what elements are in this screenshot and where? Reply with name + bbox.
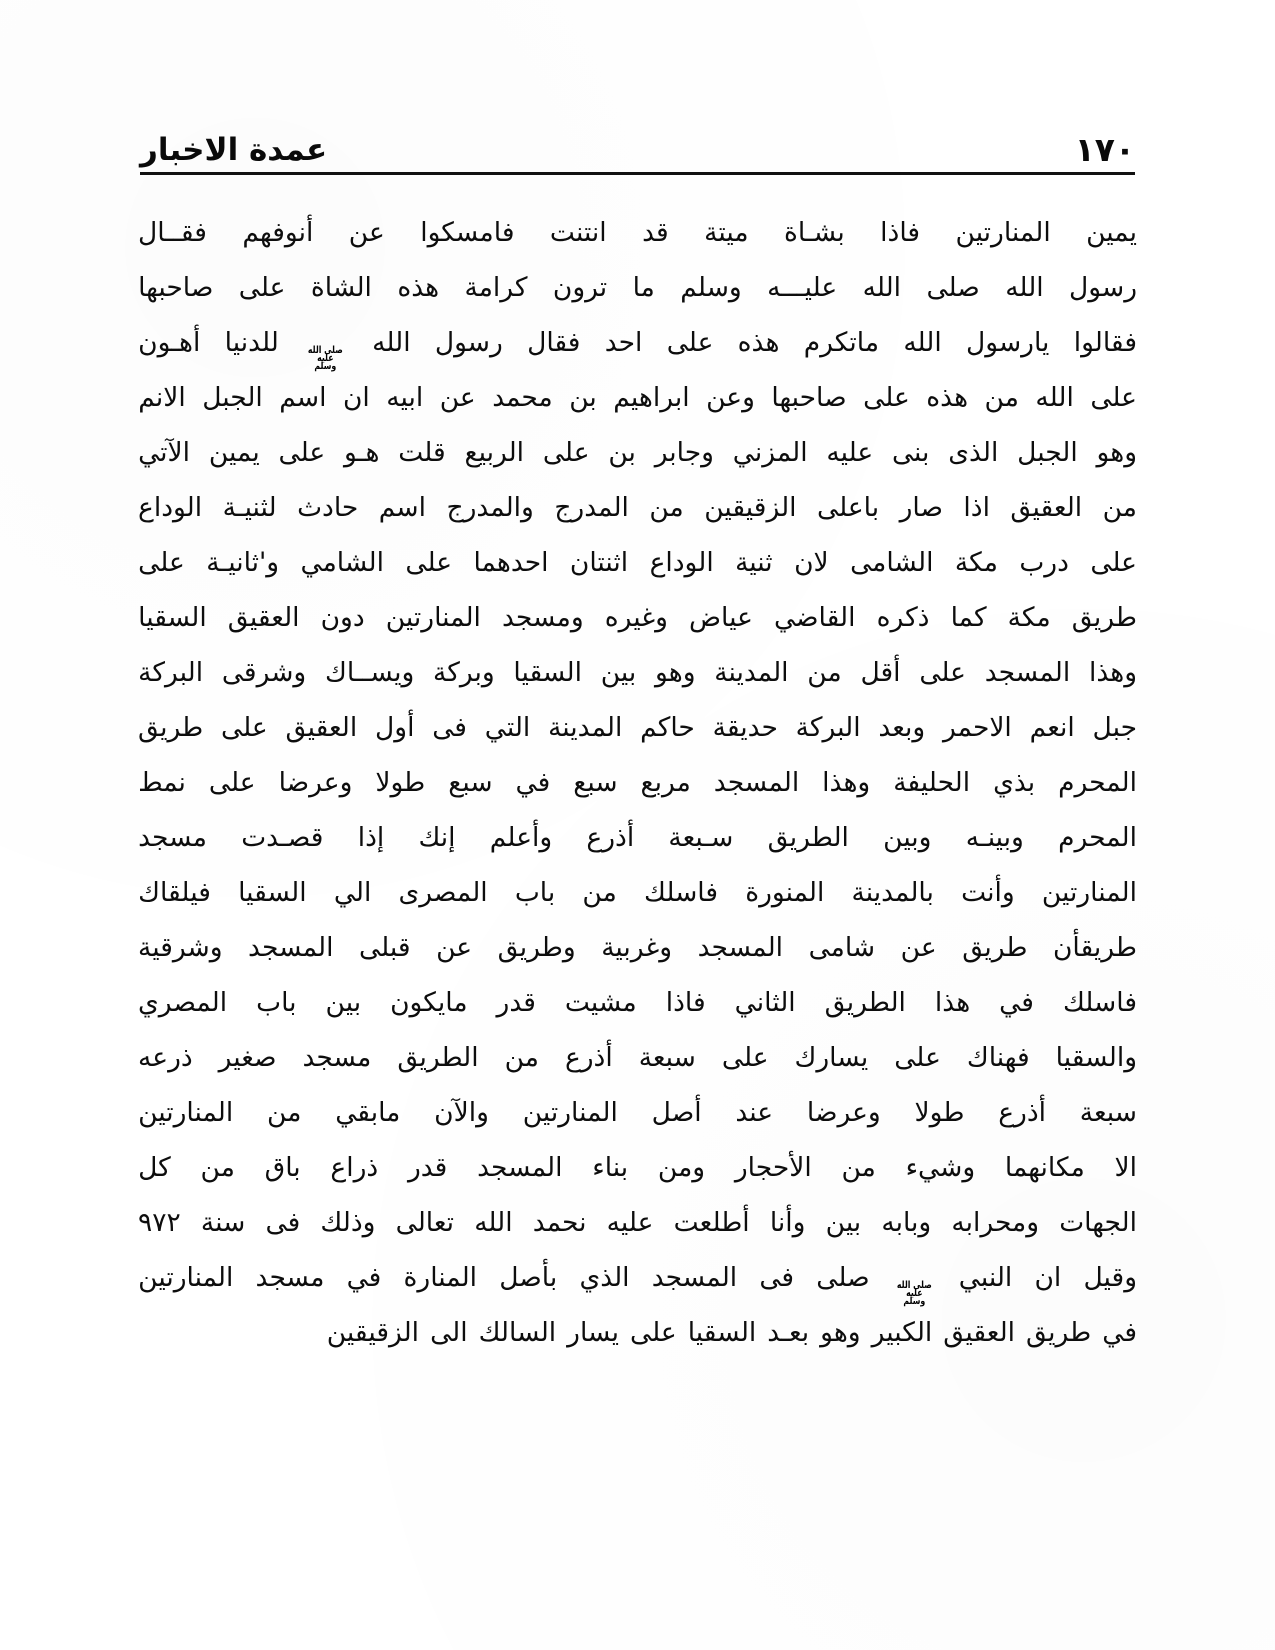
text-word: على (238, 272, 286, 303)
text-word: على (919, 657, 966, 688)
text-word: فاسلك (1062, 987, 1137, 1018)
text-word: دون (320, 602, 365, 633)
text-word: المنارة (403, 1262, 478, 1293)
text-word: احد (604, 327, 643, 358)
text-line (138, 370, 1137, 425)
text-word: لثنيـة (222, 492, 277, 523)
text-word: الشاة (310, 272, 372, 303)
text-word: وبركة (433, 657, 495, 688)
text-word: أهـون (138, 327, 201, 358)
text-word: مكة (1007, 602, 1051, 633)
text-word: قدر (496, 987, 536, 1018)
text-word: المحرم (1058, 822, 1137, 853)
text-word: وشرقى (221, 657, 307, 688)
text-word: من (1102, 492, 1137, 523)
text-line (138, 700, 1137, 755)
text-word: حديقة (712, 712, 778, 743)
text-word: طريق (962, 932, 1028, 963)
text-word: جبل (1092, 712, 1137, 743)
text-word: سنة (200, 1207, 246, 1238)
text-word: عن (900, 932, 937, 963)
text-line (138, 1085, 1137, 1140)
text-word: احدهما (473, 547, 549, 578)
text-word: ماتكرم (803, 327, 880, 358)
text-word: الجبل (1017, 437, 1078, 468)
text-word: من (582, 877, 617, 908)
salawat-icon: صلى الله عليه وسلم (308, 345, 343, 372)
text-word: المنورة (745, 877, 825, 908)
text-word: والآن (434, 1097, 489, 1128)
text-word: البركة (138, 657, 204, 688)
text-word: هذا (934, 987, 971, 1018)
text-word: على (721, 1042, 769, 1073)
text-word: وشرقية (138, 932, 223, 963)
text-word: الله (474, 1207, 513, 1238)
text-word: السالك (478, 1317, 557, 1348)
text-word: ومحرابه (951, 1207, 1040, 1238)
text-word: فقال (527, 327, 581, 358)
text-word: وطريق (497, 932, 576, 963)
text-word: مكة (954, 547, 998, 578)
text-word: الآتي (138, 437, 191, 468)
text-word: ذراع (330, 1152, 379, 1183)
text-line (138, 1140, 1137, 1195)
text-word: الذي (579, 1262, 630, 1293)
text-word: الوداع (138, 492, 203, 523)
text-word: المنارتين (522, 1097, 618, 1128)
text-word: وقيل (1083, 1262, 1137, 1293)
text-word: ترون (552, 272, 608, 303)
text-word: فقالوا (1073, 327, 1137, 358)
text-word: فى (759, 1262, 795, 1293)
text-word: سـبعة (668, 822, 734, 853)
text-word: المسجد (477, 1152, 563, 1183)
text-word: درب (1019, 547, 1069, 578)
text-line (138, 480, 1137, 535)
text-word: قلت (398, 437, 446, 468)
text-word: الانم (138, 382, 186, 413)
text-word: سبع (448, 767, 493, 798)
text-word: المدينة (548, 712, 623, 743)
text-word: باب (514, 877, 556, 908)
text-word: بين (600, 657, 637, 688)
text-word: الله (372, 327, 411, 358)
text-word: نحمد (532, 1207, 587, 1238)
text-word: وأنا (769, 1207, 806, 1238)
text-word: من (807, 657, 842, 688)
text-word: طولا (914, 1097, 965, 1128)
text-word: أصل (651, 1097, 702, 1128)
text-word: الأحجار (734, 1152, 812, 1183)
text-word: على (1090, 547, 1137, 578)
text-word: سبع (573, 767, 618, 798)
text-word: مربع (640, 767, 691, 798)
text-word: على (542, 437, 590, 468)
text-word: اذا (963, 492, 990, 523)
text-word: الى (430, 1317, 468, 1348)
text-word: وغربية (601, 932, 673, 963)
text-word: هذه (737, 327, 780, 358)
text-word: المسجد (984, 657, 1071, 688)
text-word: عن (436, 932, 473, 963)
text-line (138, 1030, 1137, 1085)
text-word: مابقي (335, 1097, 401, 1128)
text-word: الكبير (871, 1317, 933, 1348)
text-word: كل (138, 1152, 171, 1183)
text-word: فيلقاك (138, 877, 211, 908)
text-word: في (999, 987, 1034, 1018)
text-word: فى (265, 1207, 301, 1238)
text-word: بن (569, 382, 597, 413)
text-word: الزقيقين (326, 1317, 420, 1348)
text-word: العقيق (1010, 492, 1083, 523)
text-word: و'ثانيـة (206, 547, 280, 578)
text-word: وبين (883, 822, 932, 853)
text-word: ابراهيم (613, 382, 690, 413)
text-word: إنك (418, 822, 456, 853)
text-word: على (666, 327, 714, 358)
text-word: على (1090, 382, 1137, 413)
text-line (138, 645, 1137, 700)
text-word: اسم (279, 382, 327, 413)
text-line (138, 1195, 1137, 1250)
text-word: أقل (860, 657, 901, 688)
text-word: رسول (1069, 272, 1137, 303)
text-word: هذه (926, 382, 969, 413)
text-word: ذرعه (138, 1042, 193, 1073)
text-word: السقيا (687, 1317, 757, 1348)
text-word: أنوفهم (242, 217, 314, 248)
text-word: على (221, 712, 268, 743)
text-word: الطريق (397, 1042, 479, 1073)
text-word: رسول (434, 327, 503, 358)
text-word: المصرى (398, 877, 488, 908)
text-word: المحرم (1058, 767, 1137, 798)
text-word: فى (432, 712, 467, 743)
text-word: عن (348, 217, 385, 248)
text-word: صاحبها (138, 272, 214, 303)
text-word: فقــال (138, 217, 207, 248)
text-word: على (894, 1042, 941, 1073)
text-word: المنارتين (1041, 877, 1137, 908)
text-word: العقيق (943, 1317, 1016, 1348)
text-word: وجابر (654, 437, 714, 468)
text-word: وهذا (822, 767, 871, 798)
text-line (138, 425, 1137, 480)
text-word: الربيع (464, 437, 525, 468)
text-word: ذكره (876, 602, 930, 633)
text-word: الا (1114, 1152, 1137, 1183)
text-word: انعم (1029, 712, 1075, 743)
text-word: بالمدينة (851, 877, 934, 908)
text-word: بناء (592, 1152, 629, 1183)
text-word: إذا (357, 822, 385, 853)
text-word: البركة (795, 712, 861, 743)
text-word: بأصل (499, 1262, 558, 1293)
text-word: أول (375, 712, 415, 743)
text-word: المدرج (554, 492, 629, 523)
text-word: على (278, 437, 326, 468)
text-word: صاحبها (771, 382, 847, 413)
text-word: بين (325, 987, 362, 1018)
text-word: ميتة (704, 217, 749, 248)
text-word: القاضي (773, 602, 856, 633)
text-word: هذه (397, 272, 440, 303)
text-word: ان (1034, 1262, 1062, 1293)
text-word: أذرع (564, 1042, 613, 1073)
text-word: فاذا (665, 987, 706, 1018)
text-word: الاحمر (943, 712, 1012, 743)
text-word: لان (794, 547, 829, 578)
text-word: بعـد (767, 1317, 810, 1348)
text-word: من (504, 1042, 539, 1073)
text-word: وبعد (878, 712, 926, 743)
text-word: ابيه (386, 382, 424, 413)
text-word: صار (899, 492, 943, 523)
page-number: ١٧٠ (1074, 130, 1135, 169)
text-word: في (1102, 1317, 1137, 1348)
text-word: طريق (1071, 602, 1137, 633)
text-word: الثاني (734, 987, 796, 1018)
text-word: المسجد (651, 1262, 738, 1293)
text-word: الحليفة (893, 767, 971, 798)
text-word: مسجد (255, 1262, 325, 1293)
text-word: في (515, 767, 551, 798)
text-word: نمط (138, 767, 186, 798)
text-word: فهناك (966, 1042, 1030, 1073)
text-line (138, 315, 1137, 370)
text-word: المنارتين (138, 1097, 234, 1128)
text-word: ثنية (735, 547, 773, 578)
text-word: من (649, 492, 684, 523)
text-word: فاسلك (643, 877, 719, 908)
text-word: المصري (138, 987, 228, 1018)
text-word: ومن (657, 1152, 706, 1183)
text-word: الي (333, 877, 372, 908)
text-word: باعلى (816, 492, 880, 523)
text-word: الله (862, 272, 902, 303)
text-word: النبي (958, 1262, 1013, 1293)
text-line (138, 1250, 1137, 1305)
text-word: وأعلم (489, 822, 553, 853)
text-word: عليه (826, 437, 874, 468)
text-word: فامسكوا (420, 217, 515, 248)
text-word: المدينة (714, 657, 789, 688)
text-word: وهو (655, 657, 696, 688)
text-word: وشيء (905, 1152, 976, 1183)
text-line (138, 920, 1137, 975)
text-word: مشيت (564, 987, 637, 1018)
text-word: السقيا (138, 602, 207, 633)
text-word: أذرع (998, 1097, 1046, 1128)
text-word: من (841, 1152, 876, 1183)
text-word: عند (735, 1097, 774, 1128)
body-text-block (138, 205, 1137, 1360)
text-word: وهو (1096, 437, 1137, 468)
text-word: الجبل (202, 382, 263, 413)
text-word: مسجد (138, 822, 207, 853)
text-word: الزقيقين (704, 492, 797, 523)
text-word: الشامى (850, 547, 934, 578)
text-word: يمين (1086, 217, 1137, 248)
text-word: الذى (948, 437, 999, 468)
text-word: عليه (606, 1207, 654, 1238)
text-word: طولا (375, 767, 426, 798)
text-line (138, 975, 1137, 1030)
text-word: مايكون (390, 987, 468, 1018)
text-word: وبينـه (965, 822, 1024, 853)
text-word: ويســاك (324, 657, 415, 688)
text-line (138, 260, 1137, 315)
text-word: من (267, 1097, 302, 1128)
text-word: باق (264, 1152, 301, 1183)
text-word: وهو (820, 1317, 861, 1348)
text-word: صلى (816, 1262, 870, 1293)
text-word: الوداع (649, 547, 714, 578)
text-word: على (863, 382, 910, 413)
text-word: كما (950, 602, 987, 633)
text-line (138, 205, 1137, 260)
text-word: طريق (138, 712, 204, 743)
text-word: المسجد (248, 932, 334, 963)
text-word: على (405, 547, 453, 578)
text-word: وغيره (604, 602, 668, 633)
text-word: حادث (297, 492, 359, 523)
text-word: تعالى (395, 1207, 455, 1238)
text-word: قدر (407, 1152, 448, 1183)
text-word: وأنت (961, 877, 1015, 908)
text-word: ما (632, 272, 655, 303)
text-word: الله (1005, 272, 1044, 303)
text-word: قبلى (359, 932, 411, 963)
text-word: الطريق (824, 987, 906, 1018)
text-word: المسجد (697, 932, 784, 963)
text-word: سبعة (638, 1042, 696, 1073)
text-word: عليـــه (767, 272, 838, 303)
text-word: السقيا (513, 657, 582, 688)
text-line (138, 535, 1137, 590)
text-word: يسار (567, 1317, 620, 1348)
text-word: بن (608, 437, 636, 468)
text-word: التي (484, 712, 531, 743)
text-word: بذي (993, 767, 1036, 798)
text-word: قد (642, 217, 669, 248)
text-word: سبعة (1079, 1097, 1137, 1128)
text-word: للدنيا (224, 327, 279, 358)
text-word: والمدرج (446, 492, 534, 523)
text-word: ان (342, 382, 370, 413)
text-word: الله (903, 327, 942, 358)
book-title: عمدة الاخبار (140, 132, 328, 168)
text-word: وهذا (1088, 657, 1137, 688)
text-line (138, 865, 1137, 920)
text-word: وذلك (320, 1207, 376, 1238)
text-word: بين (825, 1207, 862, 1238)
text-word: صلى (926, 272, 980, 303)
text-word: محمد (492, 382, 553, 413)
text-word: العقيق (227, 602, 300, 633)
text-word: باب (256, 987, 297, 1018)
text-word: طريق (1026, 1317, 1092, 1348)
text-word: المزني (732, 437, 808, 468)
text-word: يمين (208, 437, 260, 468)
text-word: وعرضا (806, 1097, 881, 1128)
text-line (138, 755, 1137, 810)
text-word: والسقيا (1055, 1042, 1137, 1073)
text-word: أطلعت (673, 1207, 750, 1238)
text-word: على (208, 767, 256, 798)
text-word: وعرضا (278, 767, 353, 798)
salawat-icon: صلى الله عليه وسلم (896, 1280, 932, 1307)
text-word: العقيق (285, 712, 358, 743)
text-word: يسارك (794, 1042, 869, 1073)
text-word: مسجد (302, 1042, 372, 1073)
text-word: اسم (378, 492, 426, 523)
text-word: من (984, 382, 1019, 413)
header-divider-rule (140, 172, 1135, 175)
text-word: اثنتان (569, 547, 629, 578)
text-word: طريقأن (1052, 932, 1137, 963)
text-word: المنارتين (138, 1262, 234, 1293)
text-word: المسجد (713, 767, 800, 798)
text-word: عياض (688, 602, 753, 633)
text-word: وسلم (680, 272, 742, 303)
text-word: في (346, 1262, 382, 1293)
text-word: على (138, 547, 185, 578)
text-word: وعن (706, 382, 755, 413)
text-word: المنارتين (385, 602, 481, 633)
text-word: قصـدت (241, 822, 324, 853)
text-word: شامى (808, 932, 876, 963)
text-word: الشامي (300, 547, 384, 578)
text-word: أذرع (586, 822, 635, 853)
text-word: كرامة (464, 272, 528, 303)
text-word: من (200, 1152, 235, 1183)
text-line (138, 590, 1137, 645)
text-word: ٩٧٢ (138, 1207, 181, 1238)
text-word: عن (439, 382, 476, 413)
text-word: على (630, 1317, 677, 1348)
text-word: وبابه (881, 1207, 932, 1238)
text-word: انتنت (549, 217, 607, 248)
text-word: صغير (218, 1042, 277, 1073)
text-word: فاذا (880, 217, 921, 248)
page-header (140, 108, 1135, 169)
text-word: بنى (891, 437, 930, 468)
text-word: الجهات (1059, 1207, 1137, 1238)
text-word: ومسجد (501, 602, 584, 633)
text-word: حاكم (640, 712, 695, 743)
text-line (138, 810, 1137, 865)
text-word: مكانهما (1004, 1152, 1085, 1183)
text-word: هـو (344, 437, 380, 468)
text-word: السقيا (238, 877, 307, 908)
text-line (138, 1305, 1137, 1360)
text-word: بشـاة (783, 217, 845, 248)
text-word: يارسول (966, 327, 1050, 358)
text-word: المنارتين (955, 217, 1051, 248)
text-word: الله (1035, 382, 1074, 413)
text-word: الطريق (767, 822, 849, 853)
